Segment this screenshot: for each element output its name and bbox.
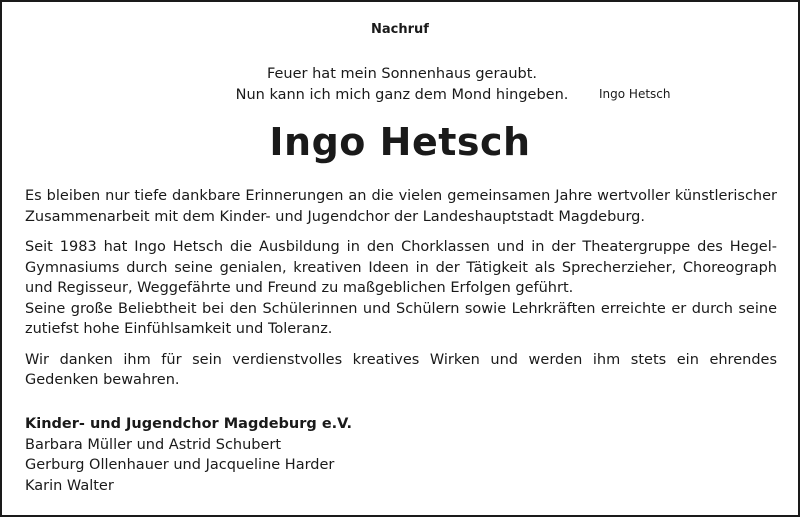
notice-heading: Nachruf	[371, 22, 429, 37]
obituary-text	[25, 186, 777, 391]
paragraph-4: Wir danken ihm für sein verdienstvolles kreatives Wirken und werden ihm stets ein ehrendes Gedenken bewahren.	[25, 351, 777, 388]
quote-block	[222, 64, 582, 106]
quote-line-2: Nun kann ich mich ganz dem Mond hingeben.	[235, 87, 569, 103]
paragraph-2: Seit 1983 hat Ingo Hetsch die Ausbildung in den Chorklassen und in der Theatergruppe des Hegel-Gymnasiums durch seine genialen, kreativen Ideen in der Tätigkeit als Sprecherzieher, Choreograph und Regisseur, Weggefährte und Freund zu maßgeblichen Erfolgen geführt.	[25, 239, 777, 296]
paragraph-3: Seine große Beliebtheit bei den Schülerinnen und Schülern sowie Lehrkräften erreichte er durch seine zutiefst hohe Einfühlsamkeit und Toleranz.	[25, 300, 777, 337]
deceased-name: Ingo Hetsch	[269, 120, 531, 164]
signer-line: Barbara Müller und Astrid Schubert	[25, 436, 282, 453]
organization-name: Kinder- und Jugendchor Magdeburg e.V.	[25, 416, 353, 432]
signer-line: Gerburg Ollenhauer und Jacqueline Harder	[25, 457, 335, 473]
signer-line: Karin Walter	[25, 477, 114, 494]
quote-line-1: Feuer hat mein Sonnenhaus geraubt.	[266, 66, 538, 82]
signers-block	[25, 414, 352, 496]
paragraph-1: Es bleiben nur tiefe dankbare Erinnerungen an die vielen gemeinsamen Jahre wertvoller künstlerischer Zusammenarbeit mit dem Kinder- und Jugendchor der Landeshauptstadt Magdeburg.	[25, 188, 777, 225]
quote-author: Ingo Hetsch	[599, 87, 671, 101]
